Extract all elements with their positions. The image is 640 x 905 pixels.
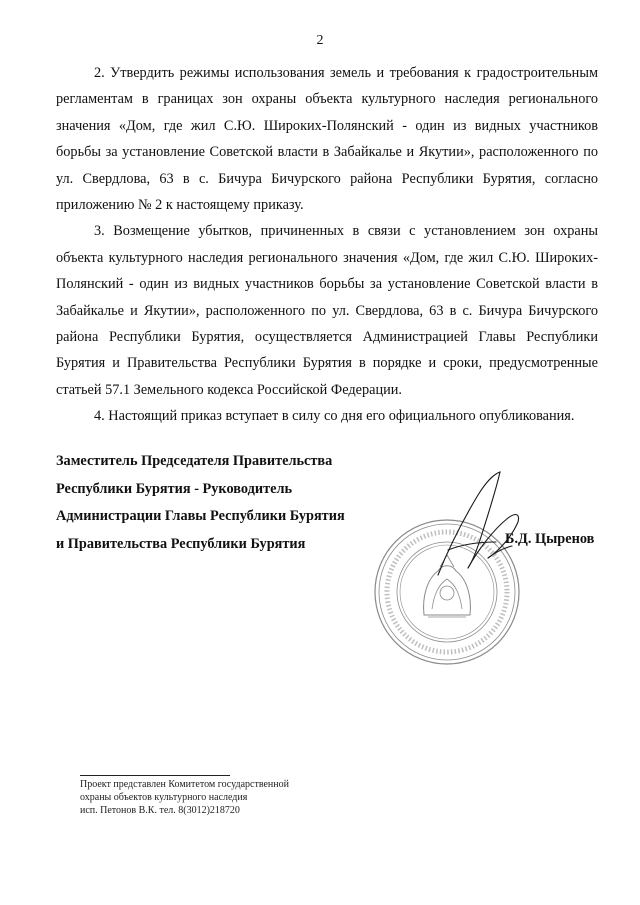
signatory-title-line: Администрации Главы Республики Бурятия <box>56 508 345 524</box>
paragraph-2: 2. Утвердить режимы использования земель и требования к градостроительным регламентам в границах зон охраны объекта культурного наследия регионального значения «Дом, где жил С.Ю. Широких-Полянский - один из видных участников борьбы за установление Советской власти в Забайкалье и Якутии», расположенного по ул. Свердлова, 63 в с. Бичура Бичурского района Республики Бурятия, согласно приложению № 2 к настоящему приказу. <box>56 65 598 214</box>
footnote-line: охраны объектов культурного наследия <box>80 792 248 803</box>
signatory-title-line: и Правительства Республики Бурятия <box>56 535 306 552</box>
footnote-line: Проект представлен Комитетом государственной <box>80 779 289 790</box>
signatory-title-line: Заместитель Председателя Правительства <box>56 453 333 469</box>
footnote-divider <box>80 775 230 776</box>
page-number: 2 <box>316 33 324 48</box>
paragraph-3: 3. Возмещение убытков, причиненных в связи с установлением зон охраны объекта культурного наследия регионального значения «Дом, где жил С.Ю. Широких-Полянский - один из видных участников борьбы за установление Советской власти в Забайкалье и Якутии», расположенного по ул. Свердлова, 63 в с. Бичура Бичурского района Республики Бурятия, осуществляется Администрацией Главы Республики Бурятия и Правительства Республики Бурятия в порядке и сроки, предусмотренные статьей 57.1 Земельного кодекса Российской Федерации. <box>56 223 598 398</box>
signatory-title-line: Республики Бурятия - Руководитель <box>56 480 293 497</box>
footnote-line: исп. Петонов В.К. тел. 8(3012)218720 <box>80 805 240 816</box>
handwritten-signature-icon <box>408 470 528 580</box>
signatory-title <box>56 448 386 558</box>
document-body <box>56 60 598 430</box>
signatory-name: Б.Д. Цыренов <box>505 531 595 547</box>
footnote <box>80 778 289 817</box>
paragraph-4: 4. Настоящий приказ вступает в силу со дня его официального опубликования. <box>94 408 575 425</box>
